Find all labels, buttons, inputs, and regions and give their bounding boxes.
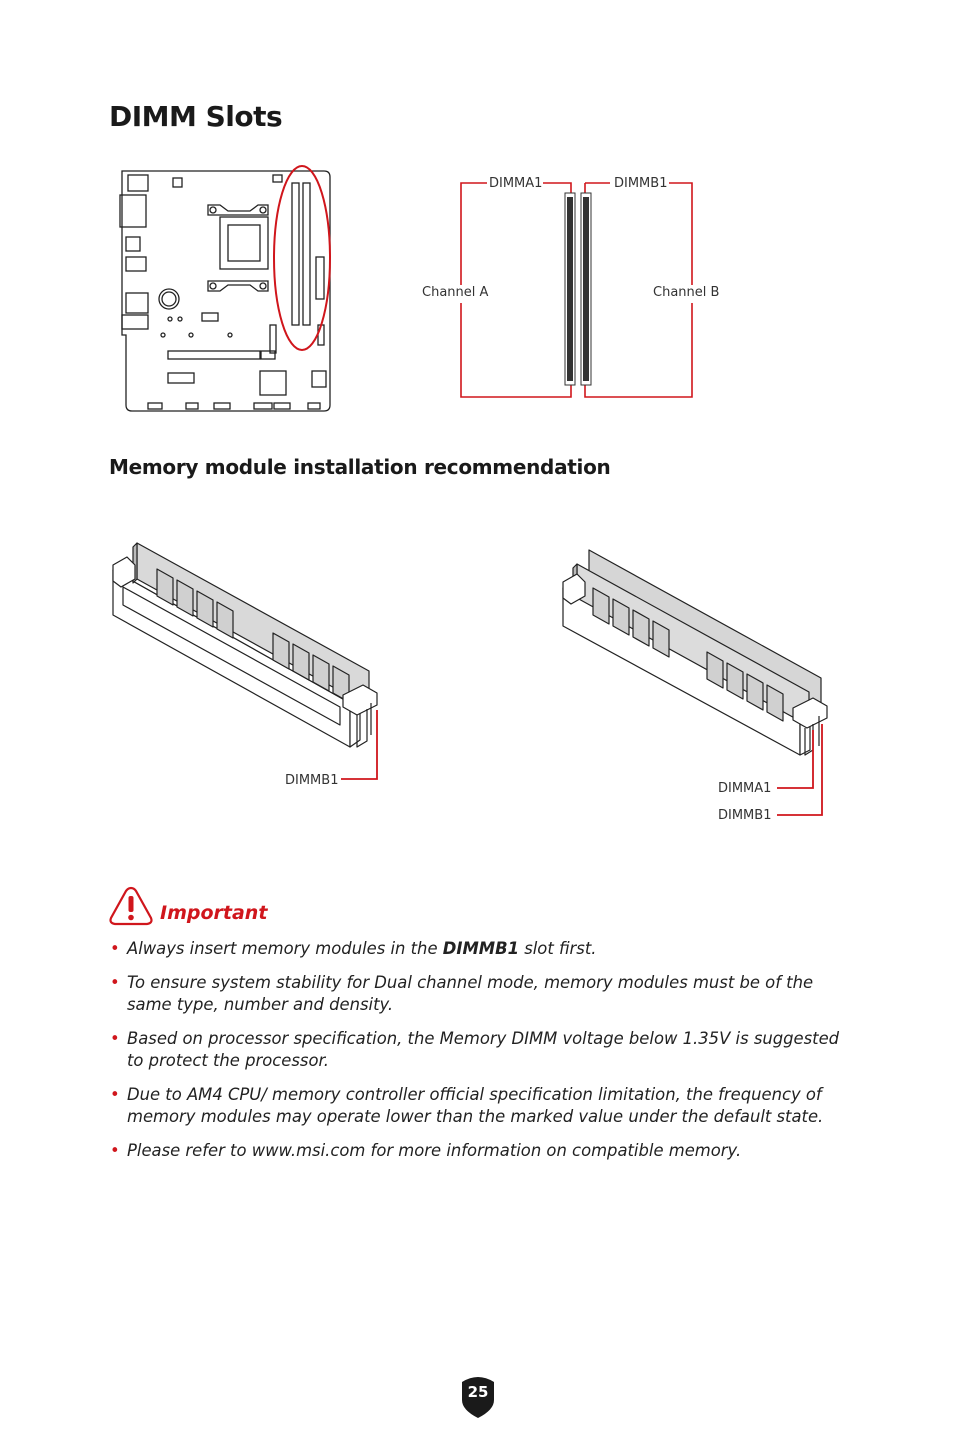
chipset [260,371,286,395]
page-number-badge [458,1374,498,1418]
io-port [126,293,148,313]
io-port [126,237,140,251]
page-number: 25 [467,1383,489,1401]
important-list [110,938,850,1173]
dimm-slot-pair [565,193,591,385]
m2-slot [168,373,194,383]
label-dual-dimma1: DIMMA1 [718,781,772,796]
io-port [128,175,148,191]
cooler-bracket [208,281,268,291]
label-channel-a: Channel A [422,285,489,300]
io-port [126,257,146,271]
atx-power [316,257,324,299]
label-dimma1: DIMMA1 [489,176,543,191]
label-channel-b: Channel B [653,285,720,300]
io-port [122,315,148,329]
important-heading: Important [160,902,268,924]
label-dual-dimmb1: DIMMB1 [718,808,772,823]
cooler-bracket [208,205,268,215]
list-item: • Based on processor specification, the Memory DIMM voltage below 1.35V is suggested to protect the processor. [110,1028,840,1070]
small-header [173,178,182,187]
dual-module-illustration [555,540,845,825]
dimm-highlight-ellipse [274,166,330,350]
pcie-slot [168,351,260,359]
small-header [273,175,282,182]
list-item: • Always insert memory modules in the DIMMB1 slot first. [110,939,597,958]
section-subtitle: Memory module installation recommendation [109,455,611,479]
label-dimmb1: DIMMB1 [614,176,668,191]
list-item: • Due to AM4 CPU/ memory controller official specification limitation, the frequency of memory modules may operate lower than the marked value under the default state. [110,1084,824,1126]
list-item: • Please refer to www.msi.com for more information on compatible memory. [110,1140,742,1160]
label-single-dimmb1: DIMMB1 [285,773,339,788]
dimm-slot [292,183,299,325]
motherboard-diagram [118,165,338,417]
list-item: • To ensure system stability for Dual channel mode, memory modules must be of the same type, number and density. [110,972,814,1014]
io-port [120,195,146,227]
single-module-illustration [105,535,395,795]
warning-icon [108,885,154,927]
dimm-slot [303,183,310,325]
page-title: DIMM Slots [109,100,283,133]
